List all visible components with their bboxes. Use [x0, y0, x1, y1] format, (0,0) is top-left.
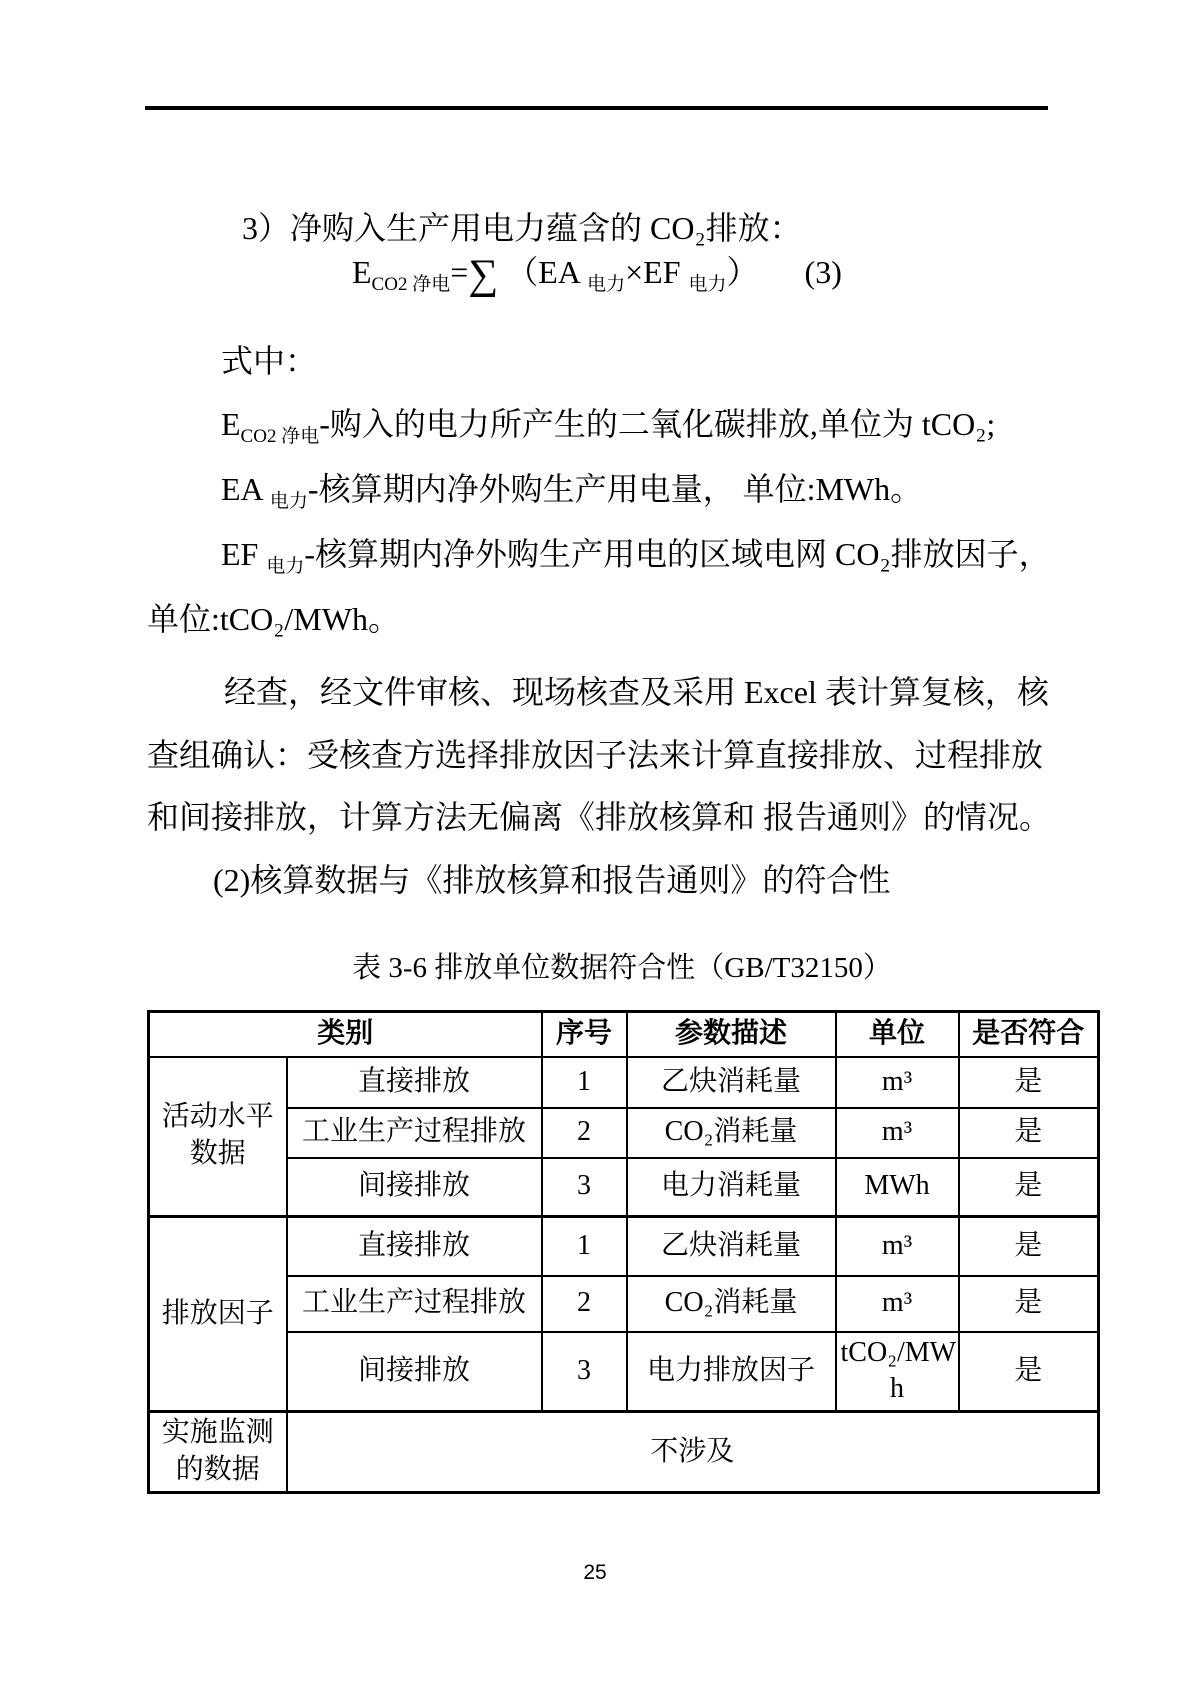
cell-unit: MWh	[836, 1158, 959, 1217]
cell-conform: 是	[959, 1158, 1099, 1217]
def-ef-base: EF	[221, 536, 267, 572]
formula-where-label	[221, 341, 317, 381]
cell-no: 2	[542, 1276, 627, 1332]
cell-type: 间接排放	[287, 1332, 542, 1412]
definition-ea	[221, 469, 922, 522]
def-e-base: E	[221, 406, 241, 442]
cell-unit-line1: tCO₂/MW	[840, 1336, 957, 1368]
cell-no: 3	[542, 1332, 627, 1412]
header-rule	[145, 106, 1048, 110]
cell-conform: 是	[959, 1276, 1099, 1332]
page-number-text: 25	[583, 1561, 607, 1584]
cell-no: 1	[542, 1217, 627, 1276]
header-unit: 单位	[836, 1012, 959, 1057]
cell-unit-line2: h	[890, 1373, 905, 1405]
cell-unit: m³	[836, 1057, 959, 1108]
def-ef-unit-text: 单位:tCO₂/MWh。	[147, 601, 400, 637]
def-ea-text: -核算期内净外购生产用电量， 单位:MWh。	[307, 471, 923, 507]
heading-item-3-text: 3）净购入生产用电力蕴含的 CO₂排放：	[242, 210, 802, 246]
cell-param: CO₂消耗量	[627, 1108, 836, 1158]
formula-base-subscript: CO2 净电	[371, 274, 451, 295]
table-row	[149, 1332, 1099, 1412]
table-title	[147, 945, 1097, 986]
paragraph-line-1	[224, 672, 1049, 712]
cell-unit: m³	[836, 1108, 959, 1158]
cell-type: 间接排放	[287, 1158, 542, 1217]
definition-ef	[221, 534, 1051, 587]
table-row	[149, 1108, 1099, 1158]
cell-unit: m³	[836, 1276, 959, 1332]
paragraph-line-3-text: 和间接排放，计算方法无偏离《排放核算和 报告通则》的情况。	[147, 799, 1052, 835]
table-row	[149, 1276, 1099, 1332]
def-e-subscript: CO2 净电	[240, 426, 320, 447]
cell-type: 直接排放	[287, 1057, 542, 1108]
header-param: 参数描述	[627, 1012, 836, 1057]
header-index: 序号	[542, 1012, 627, 1057]
cell-param: 电力排放因子	[627, 1332, 836, 1412]
cell-no: 3	[542, 1158, 627, 1217]
heading-item-2-text: (2)核算数据与《排放核算和报告通则》的符合性	[213, 862, 891, 898]
compliance-table	[147, 1010, 1100, 1494]
definition-e-co2	[221, 404, 995, 457]
formula-number: (3)	[804, 254, 842, 290]
formula-seg1: （EA	[498, 254, 588, 290]
paragraph-line-2	[147, 735, 1043, 775]
header-conform: 是否符合	[959, 1012, 1099, 1057]
formula-base: E	[352, 254, 372, 290]
formula-seg2: ×EF	[625, 254, 689, 290]
group-label-monitoring: 实施监测的数据	[149, 1412, 287, 1493]
cell-unit: m³	[836, 1217, 959, 1276]
cell-conform: 是	[959, 1108, 1099, 1158]
def-e-text: -购入的电力所产生的二氧化碳排放,单位为 tCO₂;	[319, 406, 996, 442]
cell-type: 直接排放	[287, 1217, 542, 1276]
formula-sub2: 电力	[688, 274, 727, 295]
formula-3	[352, 252, 842, 305]
cell-param: 乙炔消耗量	[627, 1217, 836, 1276]
table-row	[149, 1158, 1099, 1217]
where-label-text: 式中：	[221, 343, 318, 379]
formula-equals: =	[450, 254, 469, 290]
cell-monitoring-value: 不涉及	[287, 1412, 1099, 1493]
heading-item-2	[213, 860, 890, 900]
page-number	[0, 1561, 1190, 1585]
cell-type: 工业生产过程排放	[287, 1276, 542, 1332]
table-row-monitoring	[149, 1412, 1099, 1493]
definition-ef-unit	[147, 599, 400, 639]
group-label-emission-factor: 排放因子	[149, 1217, 287, 1412]
table-title-text: 表 3-6 排放单位数据符合性（GB/T32150）	[352, 952, 892, 984]
table-row	[149, 1217, 1099, 1276]
sigma-symbol: ∑	[468, 252, 499, 298]
def-ea-base: EA	[221, 471, 270, 507]
cell-conform: 是	[959, 1332, 1099, 1412]
def-ef-subscript: 电力	[266, 556, 305, 577]
def-ef-text: -核算期内净外购生产用电的区域电网 CO₂排放因子，	[304, 536, 1051, 572]
cell-unit	[836, 1332, 959, 1412]
table-row	[149, 1057, 1099, 1108]
cell-type: 工业生产过程排放	[287, 1108, 542, 1158]
heading-item-3	[242, 208, 802, 248]
header-category: 类别	[149, 1012, 542, 1057]
table-header-row	[149, 1012, 1099, 1057]
paragraph-line-3	[147, 797, 1051, 837]
group-label-activity-data: 活动水平数据	[149, 1057, 287, 1217]
cell-conform: 是	[959, 1057, 1099, 1108]
cell-no: 2	[542, 1108, 627, 1158]
cell-param: CO₂消耗量	[627, 1276, 836, 1332]
cell-conform: 是	[959, 1217, 1099, 1276]
paragraph-line-2-text: 查组确认：受核查方选择排放因子法来计算直接排放、过程排放	[147, 737, 1044, 773]
paragraph-line-1-text: 经查，经文件审核、现场核查及采用 Excel 表计算复核，核	[224, 674, 1049, 710]
def-ea-subscript: 电力	[269, 491, 308, 512]
formula-seg3: ）	[726, 254, 759, 290]
cell-param: 乙炔消耗量	[627, 1057, 836, 1108]
formula-sub1: 电力	[587, 274, 626, 295]
cell-param: 电力消耗量	[627, 1158, 836, 1217]
cell-no: 1	[542, 1057, 627, 1108]
